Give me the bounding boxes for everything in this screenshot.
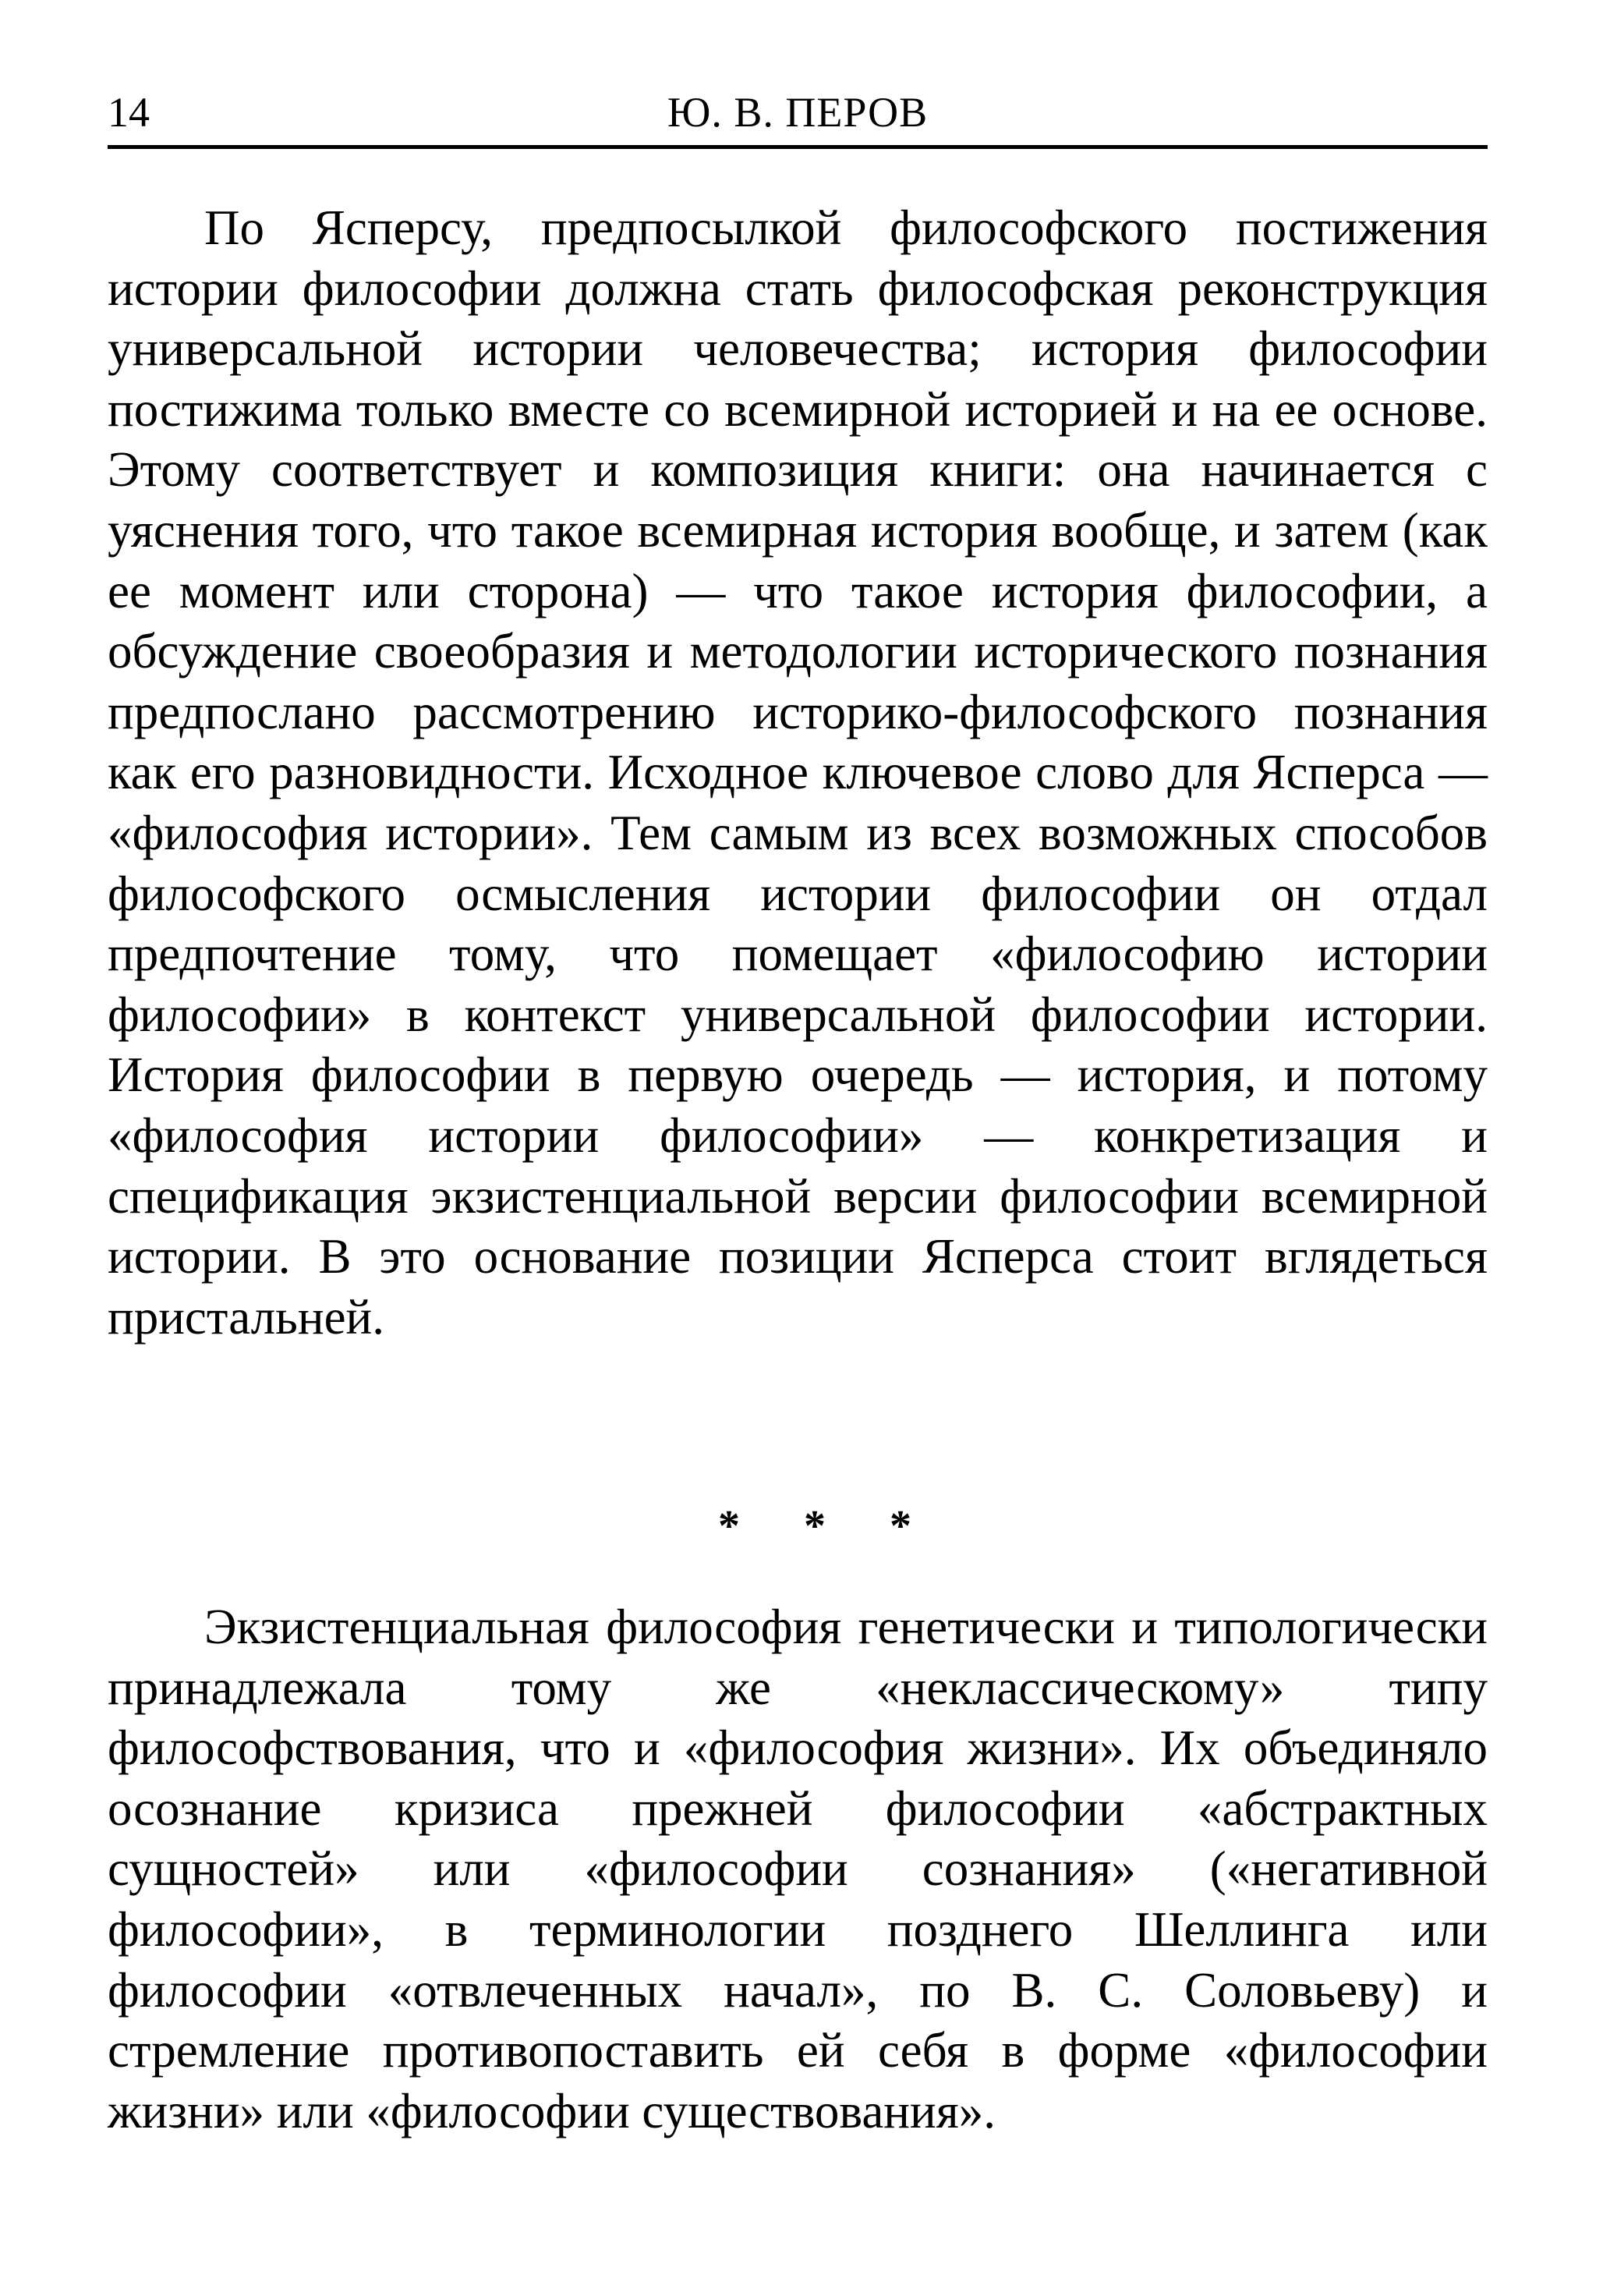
header-rule (108, 145, 1488, 149)
paragraph-1: По Ясперсу, предпосылкой философского постижения истории философии должна стать философская реконструкция универсальной истории человечества; история философии постижима только вместе со всемирной историей и на ее основе. Этому соответствует и композиция книги: она начинается с уяснения того, что такое всемирная история вообще, и затем (как ее момент или сторона) — что такое история философии, а обсуждение своеобразия и методологии исторического познания предпослано рассмотрению историко-философского познания как его разновидности. Исходное ключевое слово для Ясперса — «философия истории». Тем самым из всех возможных способов философского осмысления истории философии он отдал предпочтение тому, что помещает «философию истории философии» в контекст универсальной философии истории. История философии в первую очередь — история, и потому «философия истории философии» — конкретизация и спецификация экзистенциальной версии философии всемирной истории. В это основание позиции Ясперса стоит вглядеться пристальней. (108, 200, 1488, 1345)
text-block-1 (108, 198, 1488, 1348)
paragraph-2: Экзистенциальная философия генетически и типологически принадлежала тому же «неклассическому» типу философствования, что и «философия жизни». Их объединяло осознание кризиса прежней философии «абстрактных сущностей» или «философии сознания» («негативной философии», в терминологии позднего Шеллинга или философии «отвлеченных начал», по В. С. Соловьеву) и стремление противопоставить ей себя в форме «философии жизни» или «философии существования». (108, 1600, 1488, 2138)
section-separator: * * * (718, 1502, 938, 1550)
running-head: Ю. В. ПЕРОВ (667, 89, 929, 136)
page-number: 14 (108, 89, 150, 136)
text-block-2 (108, 1597, 1488, 2142)
page-header (108, 84, 1488, 140)
